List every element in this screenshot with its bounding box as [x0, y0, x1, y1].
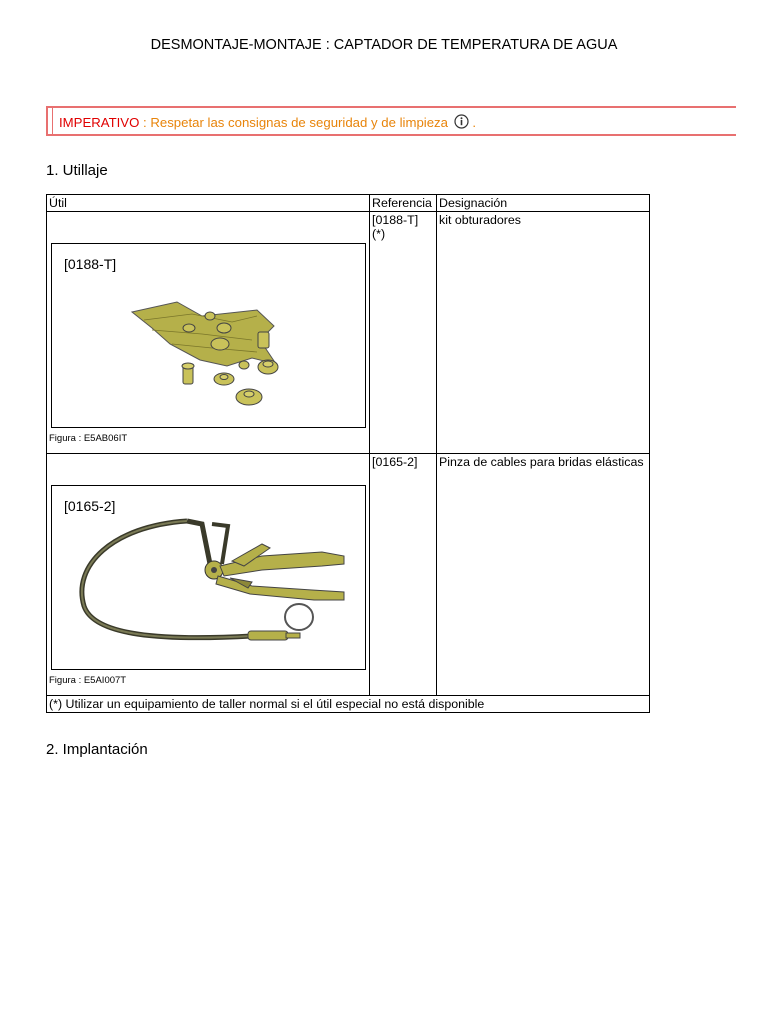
warning-message [59, 114, 476, 130]
tool-reference: [0165-2] [370, 454, 437, 696]
figure-caption: Figura : E5AI007T [49, 675, 127, 686]
tool-designation: Pinza de cables para bridas elásticas [437, 454, 650, 696]
tool-figure-cell [47, 212, 370, 454]
table-row [47, 212, 650, 454]
warning-inner-border [52, 108, 743, 134]
section-title-utillaje: 1. Utillaje [46, 162, 108, 179]
table-header-row [47, 195, 650, 212]
info-icon[interactable] [454, 114, 469, 129]
header-designacion: Designación [437, 195, 650, 212]
header-util: Útil [47, 195, 370, 212]
warning-suffix: . [468, 115, 476, 130]
figure-0165-2 [51, 485, 366, 670]
document-title: DESMONTAJE-MONTAJE : CAPTADOR DE TEMPERATURA DE AGUA [150, 37, 618, 53]
warning-label: IMPERATIVO [59, 115, 140, 130]
tool-designation: kit obturadores [437, 212, 650, 454]
table-footnote: (*) Utilizar un equipamiento de taller normal si el útil especial no está disponible [47, 696, 650, 713]
table-row [47, 454, 650, 696]
tools-table [46, 194, 650, 713]
figure-label: [0165-2] [64, 498, 116, 514]
figure-label: [0188-T] [64, 256, 117, 272]
section-title-implantacion: 2. Implantación [46, 741, 148, 758]
figure-caption: Figura : E5AB06IT [49, 433, 128, 444]
figure-0188T [51, 243, 366, 428]
tool-reference: [0188-T] (*) [370, 212, 437, 454]
table-footnote-row [47, 696, 650, 713]
warning-box [46, 106, 736, 136]
tool-figure-cell [47, 454, 370, 696]
header-referencia: Referencia [370, 195, 437, 212]
warning-text: : Respetar las consignas de seguridad y de limpieza [139, 115, 448, 130]
